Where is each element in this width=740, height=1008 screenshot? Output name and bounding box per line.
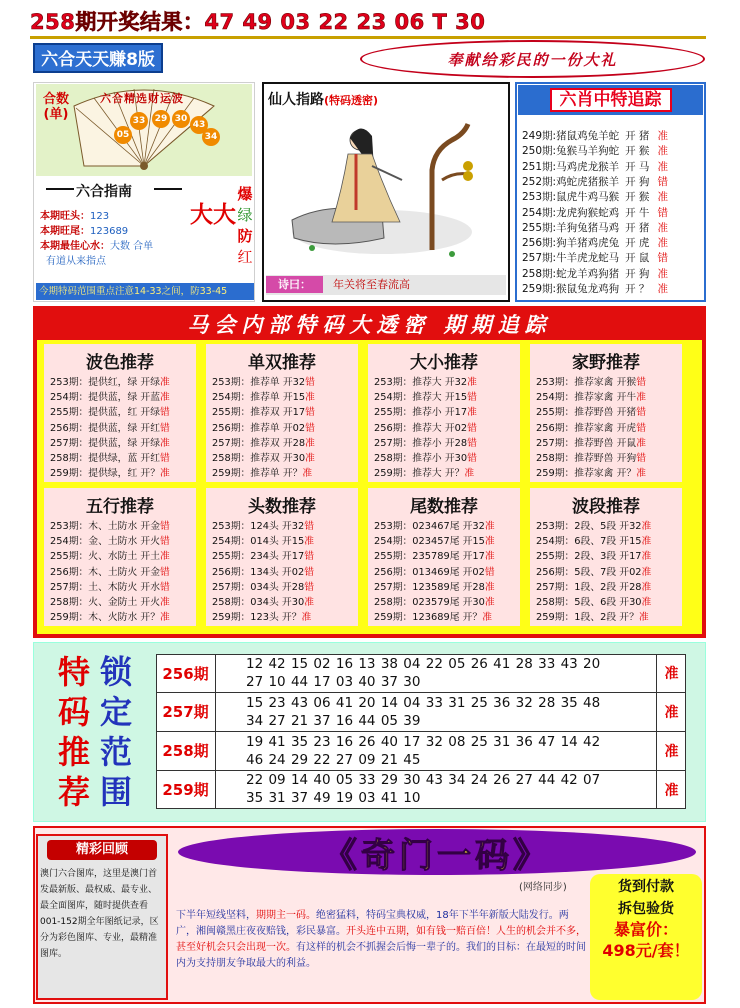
card-row: 259期：推荐单 开？准 xyxy=(212,468,313,480)
card-row: 259期：提供绿，红 开？准 xyxy=(50,468,170,480)
lock-numbers: 12 42 15 02 16 13 38 04 22 05 26 41 28 33 43 20 27 10 44 17 03 40 37 30 xyxy=(246,656,601,690)
guide-footer: 今期特码范围重点注意14-33之间，防33-45 xyxy=(36,283,254,300)
fan-number: 29 xyxy=(152,110,170,128)
card-row: 254期：推荐大 开15错 xyxy=(374,392,477,404)
lock-mark: 准 xyxy=(656,693,686,731)
card-row: 256期：提供蓝，绿 开红错 xyxy=(50,422,170,434)
recommend-card xyxy=(206,488,358,626)
qimen-description xyxy=(176,908,586,972)
lock-char: 推 xyxy=(58,733,91,771)
zodiac-row: 249期: 猪鼠鸡兔羊蛇 开 猪 准 xyxy=(522,130,668,142)
fan-number: 34 xyxy=(202,128,220,146)
heshu-label: 合数(单) xyxy=(42,92,69,122)
lock-issue: 258期 xyxy=(156,732,216,770)
card-row: 253期：2段、5段 开32准 xyxy=(536,521,652,532)
guide-note: 有道从来指点 xyxy=(46,256,106,267)
recommend-card xyxy=(530,344,682,482)
lock-char: 范 xyxy=(100,733,133,771)
fan-number: 33 xyxy=(130,112,148,130)
card-row: 253期：提供红，绿 开绿准 xyxy=(50,377,170,388)
card-row: 254期：023457尾 开15准 xyxy=(374,536,495,548)
card-title: 尾数推荐 xyxy=(410,497,478,517)
card-title: 五行推荐 xyxy=(86,497,154,517)
fairy-title: 仙人指路(特码透密) xyxy=(268,92,379,108)
recommend-card xyxy=(368,344,520,482)
card-title: 家野推荐 xyxy=(572,353,640,373)
six-zodiac-title: 六肖中特追踪 xyxy=(518,85,703,115)
fan-number: 43 xyxy=(190,116,208,134)
card-row: 258期：023579尾 开30准 xyxy=(374,597,495,608)
card-row: 258期：提供绿，蓝 开红错 xyxy=(50,453,170,464)
zodiac-row: 250期: 兔猴马羊狗蛇 开 猴 准 xyxy=(522,145,668,158)
card-row: 253期：023467尾 开32准 xyxy=(374,521,495,532)
draw-result-line: 258期开奖结果：47 49 03 22 23 06 T 30 xyxy=(30,10,486,34)
card-row: 256期：推荐单 开02错 xyxy=(212,422,315,434)
lock-mark: 准 xyxy=(656,732,686,770)
zodiac-row: 252期: 鸡蛇虎猪猴羊 开 狗 错 xyxy=(522,175,668,188)
zodiac-row: 251期: 马鸡虎龙猴羊 开 马 准 xyxy=(522,160,668,173)
zodiac-row: 255期: 羊狗兔猪马鸡 开 猪 准 xyxy=(522,221,668,234)
lock-issue: 256期 xyxy=(156,654,216,692)
card-row: 253期：推荐大 开32准 xyxy=(374,377,477,388)
card-row: 257期：1段、2段 开28准 xyxy=(536,581,652,593)
guide-line: 本期最佳心水：大数 合单 xyxy=(40,241,154,252)
card-row: 257期：推荐野兽 开鼠准 xyxy=(536,437,646,449)
recommend-card xyxy=(530,488,682,626)
card-row: 258期：推荐野兽 开狗错 xyxy=(536,453,646,464)
card-title: 头数推荐 xyxy=(248,497,316,517)
price-value: 498元/套！ xyxy=(602,941,690,960)
fan-title: 六合精选财运波 xyxy=(100,92,184,105)
card-row: 253期：木、土防水 开金错 xyxy=(50,521,170,532)
card-row: 254期：提供蓝，绿 开蓝准 xyxy=(50,392,170,404)
card-title: 波段推荐 xyxy=(572,497,640,517)
lock-issue: 259期 xyxy=(156,770,216,809)
lock-issue: 257期 xyxy=(156,693,216,731)
lock-row xyxy=(156,654,686,693)
brand-title: 六合天天赚8版 xyxy=(33,43,163,73)
card-row: 259期：1段、2段 开？准 xyxy=(536,612,649,624)
card-row: 254期：014头 开15准 xyxy=(212,536,314,548)
card-row: 259期：木、火防水 开？准 xyxy=(50,612,170,624)
card-row: 256期：5段、7段 开02准 xyxy=(536,566,652,578)
card-row: 253期：124头 开32错 xyxy=(212,521,314,532)
card-row: 257期：123589尾 开28准 xyxy=(374,581,495,593)
card-row: 255期：234头 开17错 xyxy=(212,551,314,563)
recommend-card xyxy=(44,344,196,482)
recommend-card xyxy=(206,344,358,482)
card-row: 257期：034头 开28错 xyxy=(212,581,314,593)
card-row: 258期：推荐双 开30准 xyxy=(212,453,315,464)
qimen-banner: 《奇门一码》 xyxy=(178,829,696,875)
guide-line: 本期旺头：123 xyxy=(40,211,110,222)
lock-mark: 准 xyxy=(656,770,686,809)
card-row: 255期：推荐双 开17错 xyxy=(212,407,315,419)
card-row: 255期：2段、3段 开17准 xyxy=(536,551,652,563)
header-divider xyxy=(30,36,706,39)
card-row: 259期：123头 开？准 xyxy=(212,612,312,624)
lock-mark: 准 xyxy=(656,654,686,692)
card-row: 258期：火、金防土 开火准 xyxy=(50,597,170,608)
card-row: 258期：034头 开30准 xyxy=(212,597,314,608)
description-part: 下半年短线坚料， xyxy=(176,910,256,921)
zodiac-row: 254期: 龙虎狗猴蛇鸡 开 牛 错 xyxy=(522,206,668,219)
card-title: 波色推荐 xyxy=(86,353,154,373)
card-row: 256期：013469尾 开02错 xyxy=(374,566,495,578)
card-row: 259期：推荐大 开？准 xyxy=(374,468,475,480)
card-row: 253期：推荐单 开32错 xyxy=(212,377,315,388)
description-part: 绝密猛料，特码宝典权威，18年下半年新版大陆发行。两广，湘闽赣黑庄夜夜赔钱，彩民暴富。 xyxy=(176,910,569,937)
inside-info-title: 马会内部特码大透密 期期追踪 xyxy=(187,312,552,337)
slogan-oval xyxy=(360,40,705,78)
cod-line: 货到付款 xyxy=(618,879,674,895)
guide-line: 本期旺尾：123689 xyxy=(40,226,129,237)
card-row: 255期：火、水防土 开土准 xyxy=(50,551,170,563)
lock-row xyxy=(156,732,686,771)
lock-char: 荐 xyxy=(58,773,91,811)
card-title: 单双推荐 xyxy=(248,353,316,373)
card-row: 254期：推荐家禽 开牛准 xyxy=(536,392,646,404)
card-row: 255期：推荐野兽 开猪错 xyxy=(536,407,646,419)
card-row: 255期：推荐小 开17准 xyxy=(374,407,477,419)
lock-numbers: 15 23 43 06 41 20 14 04 33 31 25 36 32 28 35 48 34 27 21 37 16 44 05 39 xyxy=(246,694,601,729)
card-row: 256期：推荐家禽 开虎错 xyxy=(536,422,646,434)
recommend-card xyxy=(44,488,196,626)
review-text: 澳门六合图库，这里是澳门首发最新版、最权威、最专业、最全面图库，随时提供查看001-152期全年图纸记录，区分为彩色图库、专业，最精准图库。 xyxy=(40,869,159,959)
lock-char: 特 xyxy=(58,653,91,691)
recommend-card xyxy=(368,488,520,626)
cod-box xyxy=(590,874,702,1000)
card-row: 257期：推荐小 开28错 xyxy=(374,437,477,449)
card-row: 257期：土、木防火 开水错 xyxy=(50,581,170,593)
poem-bar: 诗曰： 年关将至春流高 xyxy=(266,275,506,295)
card-row: 254期：6段、7段 开15准 xyxy=(536,536,652,548)
fan-number: 30 xyxy=(172,110,190,128)
card-title: 大小推荐 xyxy=(410,353,478,373)
zodiac-row: 259期: 猴鼠兔龙鸡狗 开 ？ 准 xyxy=(522,283,668,295)
card-row: 258期：5段、6段 开30准 xyxy=(536,597,652,608)
fan-number: 05 xyxy=(114,126,132,144)
card-row: 258期：推荐小 开30错 xyxy=(374,453,477,464)
card-row: 254期：推荐单 开15准 xyxy=(212,392,315,404)
card-row: 255期：235789尾 开17准 xyxy=(374,551,495,563)
zodiac-row: 256期: 狗羊猪鸡虎兔 开 虎 准 xyxy=(522,237,668,250)
big-chars: 大大 xyxy=(190,202,236,228)
card-row: 257期：提供蓝，绿 开绿准 xyxy=(50,437,170,449)
lock-char: 围 xyxy=(100,773,133,811)
title-rule-left xyxy=(46,188,74,190)
slogan-text: 奉献给彩民的一份大礼 xyxy=(447,50,618,69)
card-row: 254期：金、土防水 开火错 xyxy=(50,536,170,548)
review-title: 精彩回顾 xyxy=(47,840,157,860)
lock-numbers: 19 41 35 23 16 26 40 17 32 08 25 31 36 47 14 42 46 24 29 22 27 09 21 45 xyxy=(246,733,601,768)
card-row: 255期：提供蓝，红 开绿错 xyxy=(50,407,170,419)
card-row: 256期：木、土防火 开金错 xyxy=(50,566,170,578)
zodiac-row: 257期: 牛羊虎龙蛇马 开 鼠 错 xyxy=(522,252,668,265)
zodiac-row: 253期: 鼠虎牛鸡马猴 开 猴 准 xyxy=(522,191,668,204)
card-row: 259期：推荐家禽 开？准 xyxy=(536,468,646,480)
fairy-illustration xyxy=(272,110,502,270)
title-rule-right xyxy=(154,188,182,190)
description-part: 期期主一码。 xyxy=(256,910,316,921)
cod-line: 拆包验货 xyxy=(618,901,674,917)
lock-char: 码 xyxy=(58,693,91,731)
guide-title: 六合指南 xyxy=(76,184,132,200)
lock-row xyxy=(156,770,686,809)
lock-char: 锁 xyxy=(100,653,133,691)
price-label: 暴富价： xyxy=(613,920,678,939)
card-row: 253期：推荐家禽 开猴错 xyxy=(536,377,646,388)
card-row: 256期：推荐大 开02错 xyxy=(374,422,477,434)
sync-note: (网络同步) xyxy=(519,882,567,893)
card-row: 257期：推荐双 开28准 xyxy=(212,437,315,449)
lock-row xyxy=(156,693,686,732)
card-row: 256期：134头 开02错 xyxy=(212,566,314,578)
description-part: 有这样的机会不抓握会后悔一辈子的。我们的目标：在最短的时间内为支持朋友争取最大的利益。 xyxy=(176,942,586,969)
side-text: 爆 绿 防 红 xyxy=(237,185,253,266)
lock-numbers: 22 09 14 40 05 33 29 30 43 34 24 26 27 44 42 07 35 31 37 49 19 03 41 10 xyxy=(246,772,601,807)
card-row: 259期：123689尾 开？准 xyxy=(374,612,493,624)
zodiac-row: 258期: 蛇龙羊鸡狗猪 开 狗 准 xyxy=(522,267,668,280)
description-part: 开头连中五期，如有钱一赔百倍！人生的机会并不多，甚至好机会只会出现一次。 xyxy=(176,926,586,953)
lock-char: 定 xyxy=(100,693,133,731)
